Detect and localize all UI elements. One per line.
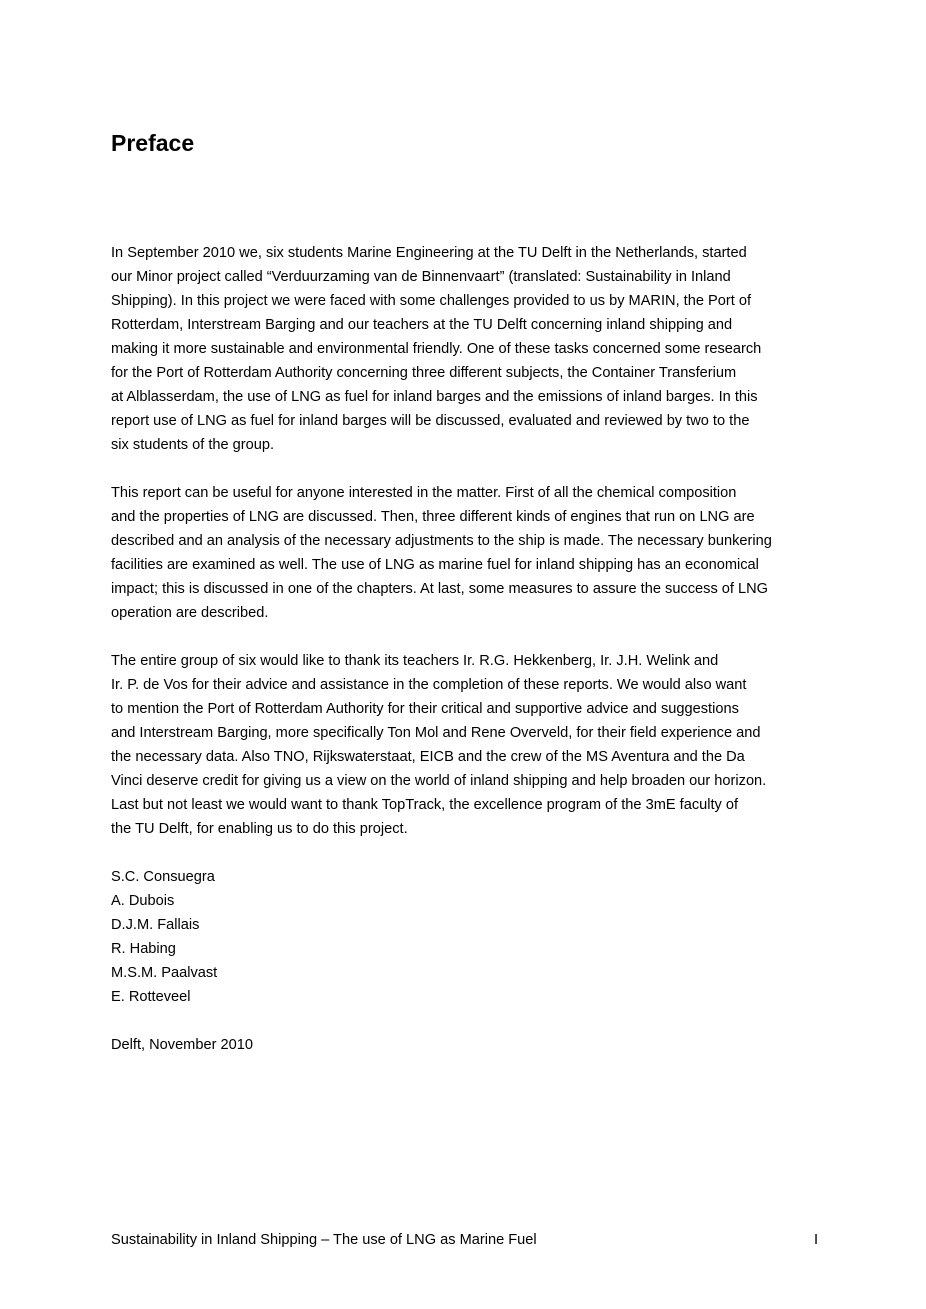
text-line: the TU Delft, for enabling us to do this project.	[111, 821, 408, 837]
author-name: A. Dubois	[111, 893, 175, 909]
text-line: The entire group of six would like to thank its teachers Ir. R.G. Hekkenberg, Ir. J.H. Welink and	[111, 653, 719, 669]
text-line: six students of the group.	[111, 437, 275, 453]
text-line: for the Port of Rotterdam Authority concerning three different subjects, the Container Transferium	[111, 365, 737, 381]
author-name: S.C. Consuegra	[111, 869, 215, 885]
footer-title: Sustainability in Inland Shipping – The use of LNG as Marine Fuel	[111, 1232, 537, 1248]
text-line: making it more sustainable and environmental friendly. One of these tasks concerned some research	[111, 341, 762, 357]
page-title: Preface	[111, 130, 195, 156]
text-line: the necessary data. Also TNO, Rijkswaterstaat, EICB and the crew of the MS Aventura and the Da	[111, 749, 745, 765]
text-line: Rotterdam, Interstream Barging and our teachers at the TU Delft concerning inland shipping and	[111, 317, 733, 333]
text-line: Last but not least we would want to thank TopTrack, the excellence program of the 3mE faculty of	[111, 797, 739, 813]
text-line: described and an analysis of the necessary adjustments to the ship is made. The necessary bunkering	[111, 533, 772, 549]
paragraph-acknowledgements	[111, 649, 766, 841]
author-name: D.J.M. Fallais	[111, 917, 200, 933]
text-line: In September 2010 we, six students Marine Engineering at the TU Delft in the Netherlands, started	[111, 245, 747, 261]
place-date	[111, 1033, 253, 1057]
text-line: and the properties of LNG are discussed. Then, three different kinds of engines that run on LNG are	[111, 509, 755, 525]
text-line: our Minor project called “Verduurzaming van de Binnenvaart” (translated: Sustainability in Inland	[111, 269, 731, 285]
text-line: operation are described.	[111, 605, 269, 621]
place-date-text: Delft, November 2010	[111, 1037, 253, 1053]
page-footer	[111, 1232, 818, 1248]
text-line: report use of LNG as fuel for inland barges will be discussed, evaluated and reviewed by two to the	[111, 413, 750, 429]
text-line: and Interstream Barging, more specifically Ton Mol and Rene Overveld, for their field experience and	[111, 725, 761, 741]
paragraph-overview	[111, 481, 772, 625]
text-line: This report can be useful for anyone interested in the matter. First of all the chemical composition	[111, 485, 737, 501]
paragraph-intro	[111, 241, 761, 457]
text-line: at Alblasserdam, the use of LNG as fuel for inland barges and the emissions of inland barges. In this	[111, 389, 758, 405]
text-line: Vinci deserve credit for giving us a view on the world of inland shipping and help broaden our horizon.	[111, 773, 767, 789]
text-line: to mention the Port of Rotterdam Authority for their critical and supportive advice and suggestions	[111, 701, 739, 717]
author-name: E. Rotteveel	[111, 989, 191, 1005]
text-line: facilities are examined as well. The use of LNG as marine fuel for inland shipping has an economical	[111, 557, 759, 573]
page-number: I	[813, 1232, 818, 1248]
author-list	[111, 865, 217, 1009]
text-line: Shipping). In this project we were faced with some challenges provided to us by MARIN, the Port of	[111, 293, 752, 309]
author-name: R. Habing	[111, 941, 176, 957]
text-line: Ir. P. de Vos for their advice and assistance in the completion of these reports. We would also want	[111, 677, 747, 693]
text-line: impact; this is discussed in one of the chapters. At last, some measures to assure the success of LNG	[111, 581, 769, 597]
author-name: M.S.M. Paalvast	[111, 965, 218, 981]
